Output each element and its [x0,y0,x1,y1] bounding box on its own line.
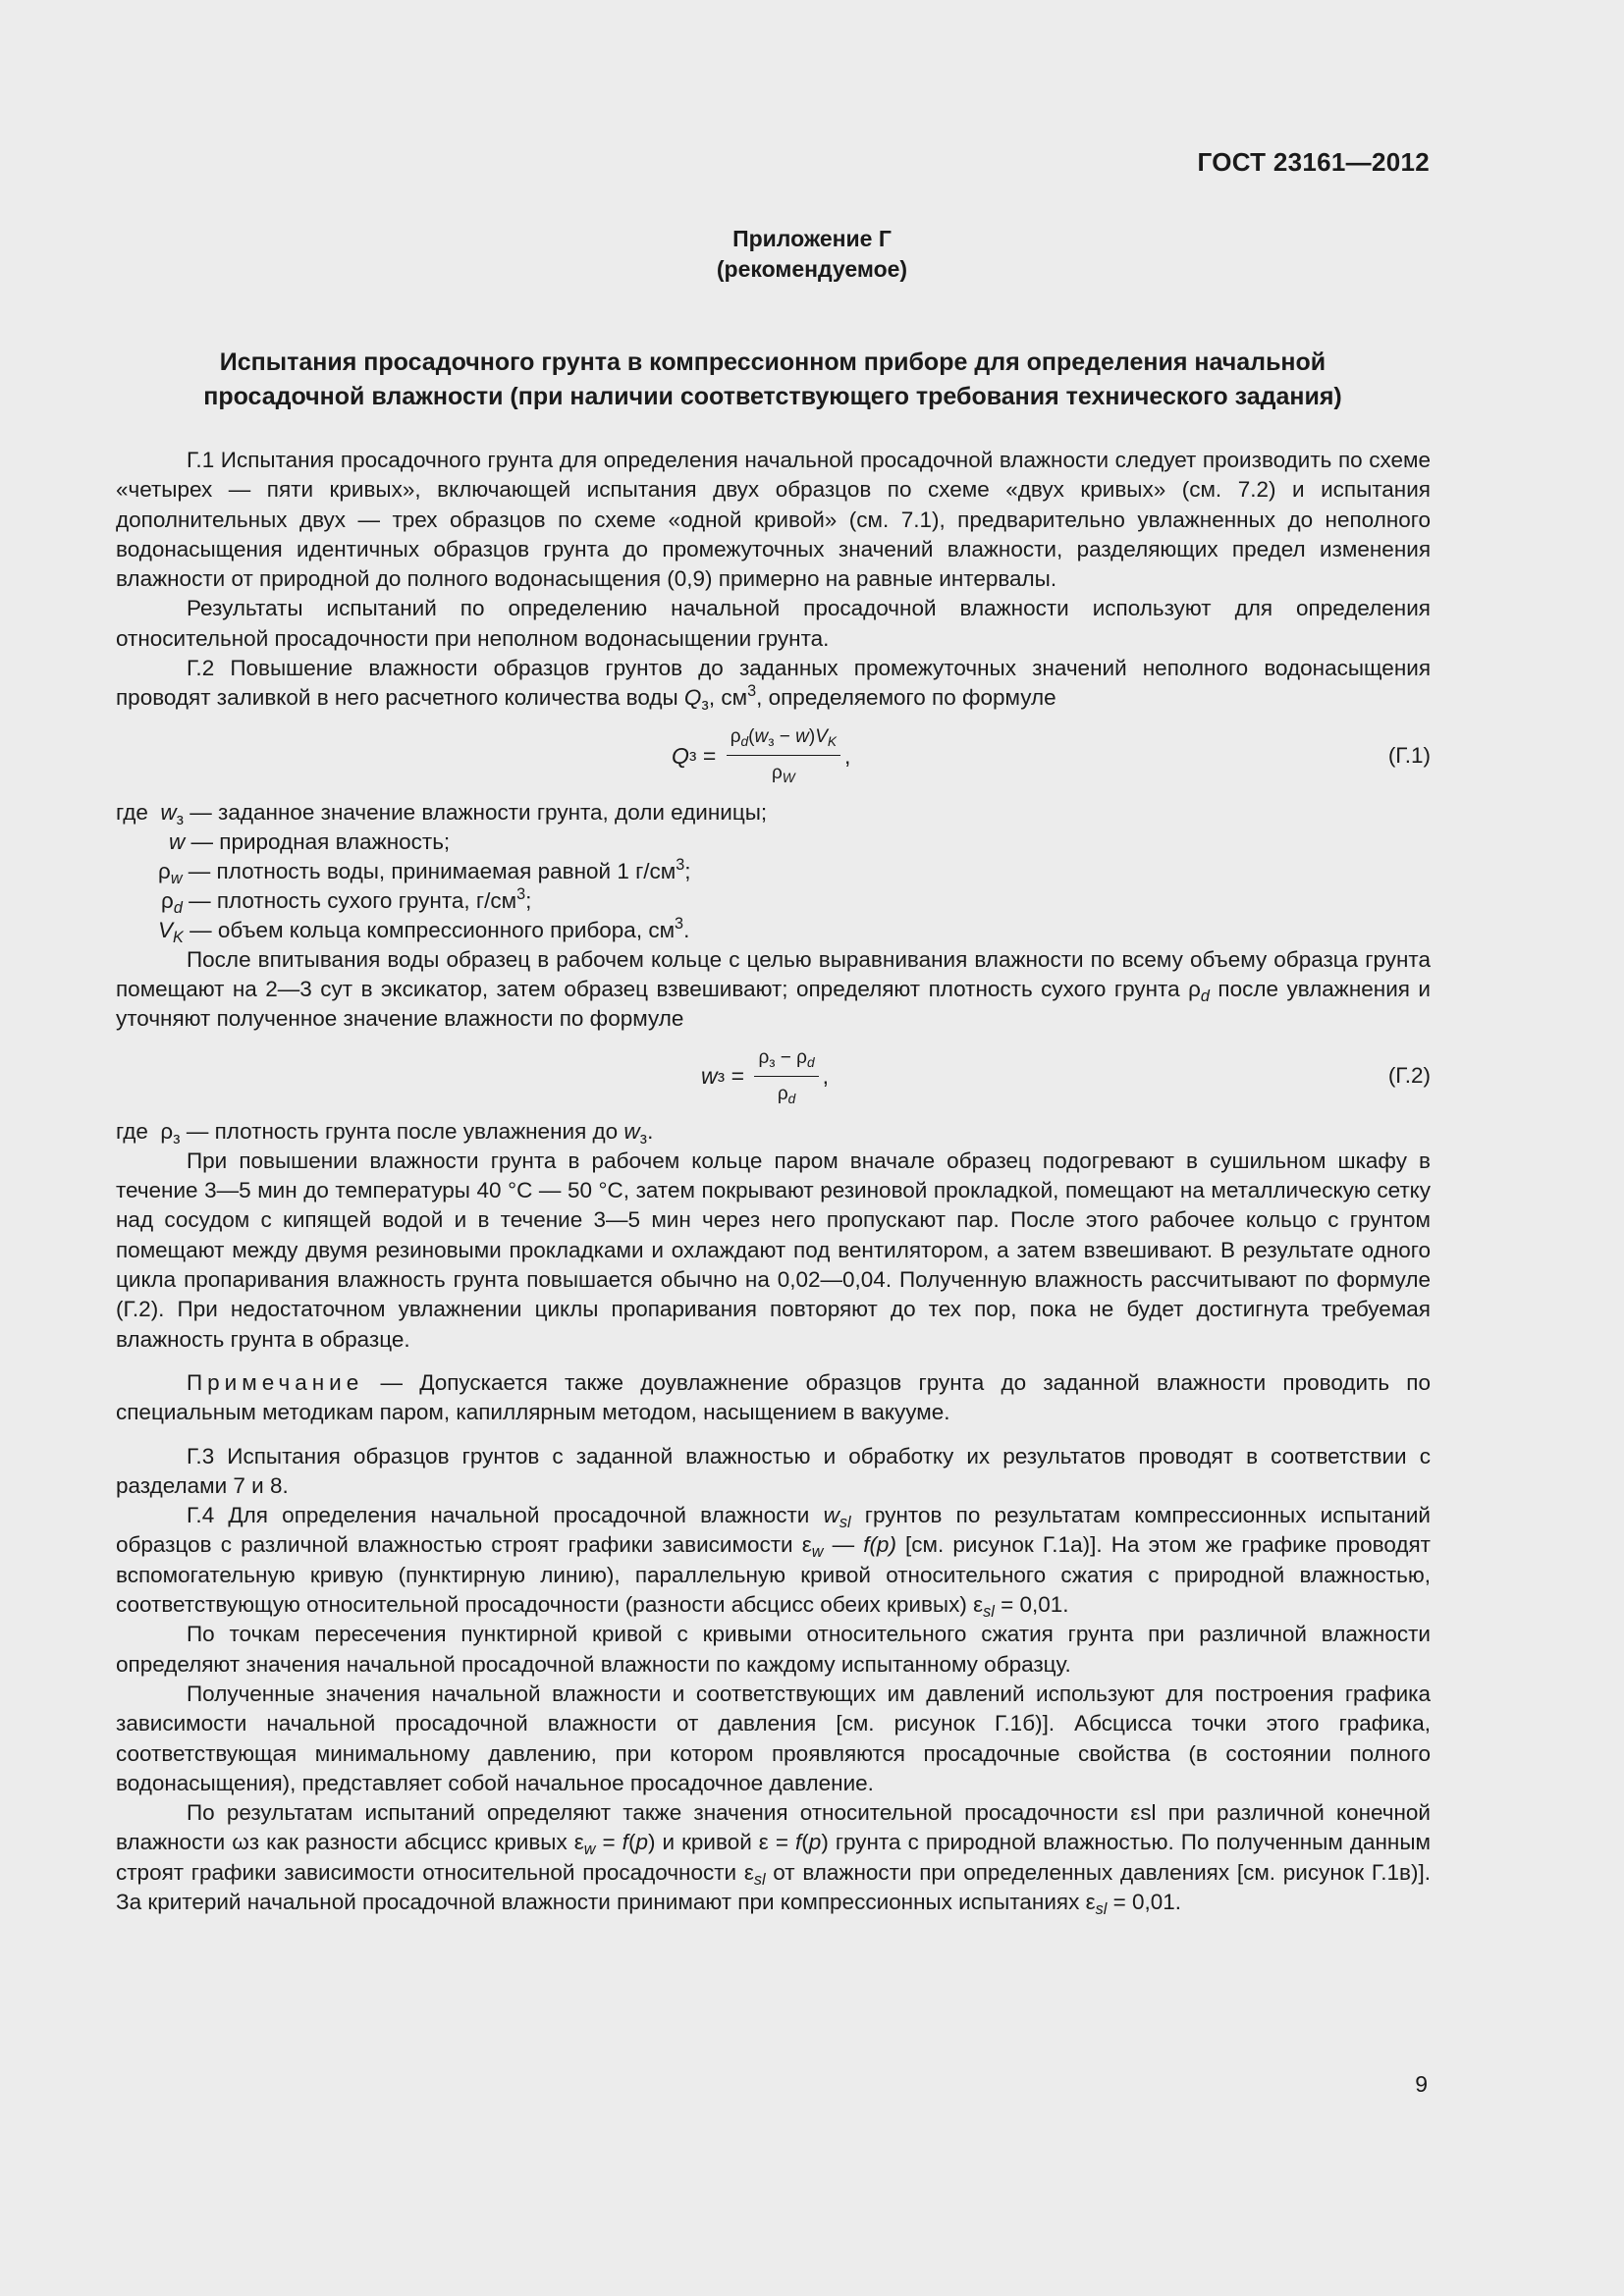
appendix-title: Приложение Г [732,226,892,251]
section-title-line-1: Испытания просадочного грунта в компрессионном приборе для определения начальной [219,348,1326,376]
legend-w: w — природная влажность; [169,828,451,854]
formula-g1-expression: Q з = $\frac{\rho_d(w_з - w)V_K}{\rho_W}$ , [672,716,850,796]
legend-w3: где $w_з$ — заданное значение влажности грунта, доли единицы; [116,799,768,828]
paragraph-g3: Г.3 Испытания образцов грунтов с заданной влажностью и обработку их результатов проводят в соответствии с разделами 7 и 8. [116,1443,1431,1498]
formula-g1-legend [116,798,1431,945]
legend-rho-d: $\rho_d$ — плотность сухого грунта, $г/см^3$; [161,884,532,917]
paragraph-g4: Г.4 Для определения начальной просадочной влажности $w_{sl}$ грунтов по результатам компрессионных испытаний образцов с различной влажностью строят графики зависимости $\varepsilon_w$ — f(p) [см. рисунок Г.1а)]. На этом же графике проводят вспомогательную кривую (пунктирную линию), параллельную кривой относительного сжатия с природной влажностью, соответствующую относительной просадочности (разности абсцисс обеих кривых) $\varepsilon_{sl} = 0,01$. [116,1503,1431,1621]
formula-g2-expression: w з = $\frac{\rho_з - \rho_d}{\rho_d}$ , [701,1037,829,1117]
formula-g2-legend: где $\rho_з$ — плотность грунта после увлажнения до $w_з$. [116,1118,654,1148]
formula-g2 [116,1037,1431,1117]
formula-g1-number: (Г.1) [1387,742,1431,768]
appendix-heading [0,224,1624,285]
paragraph-after-soaking: После впитывания воды образец в рабочем кольце с целью выравнивания влажности по всему объему образца грунта помещают на 2—3 сут в эксикатор, затем образец взвешивают; определяют плотность сухого грунта $\rho_d$ после увлажнения и уточняют полученное значение влажности по формуле [116,946,1431,1032]
paragraph-intersection: По точкам пересечения пунктирной кривой с кривыми относительного сжатия грунта при различной влажности определяют значения начальной просадочной влажности по каждому испытанному образцу. [116,1622,1431,1677]
section-title [116,346,1430,414]
section-title-line-2: просадочной влажности (при наличии соответствующего требования технического задания) [203,383,1342,410]
legend-rho-w: $\rho_w$ — плотность воды, принимаемая равной 1 $г/см^3$; [158,855,691,887]
note-label: Примечание [187,1369,364,1395]
appendix-subtitle: (рекомендуемое) [716,256,908,282]
legend-vk: $V_K$ — объем кольца компрессионного прибора, $см^3$. [158,914,690,946]
page-number: 9 [1415,2071,1428,2097]
paragraph-steam: При повышении влажности грунта в рабочем кольце паром вначале образец подогревают в сушильном шкафу в течение 3—5 мин до температуры 40 °С — 50 °С, затем покрывают резиновой прокладкой, помещают на металлическую сетку над сосудом с кипящей водой и в течение 3—5 мин через него пропускают пар. После этого рабочее кольцо с грунтом помещают между двумя резиновыми прокладками и охлаждают под вентилятором, а затем взвешивают. В результате одного цикла пропаривания влажность грунта повышается обычно на 0,02—0,04. Полученную влажность рассчитывают по формуле (Г.2). При недостаточном увлажнении циклы пропаривания повторяют до тех пор, пока не будет достигнута требуемая влажность грунта в образце. [116,1148,1431,1352]
paragraph-pressure-graph: Полученные значения начальной влажности и соответствующих им давлений используют для построения графика зависимости начальной просадочной влажности от давления [см. рисунок Г.1б)]. Абсцисса точки этого графика, соответствующая минимальному давлению, при котором проявляются просадочные свойства (в состоянии полного водонасыщения), представляет собой начальное просадочное давление. [116,1681,1431,1795]
paragraph-final: По результатам испытаний определяют также значения относительной просадочности εsl при различной конечной влажности ωз как разности абсцисс кривых $\varepsilon_w = f(p)$ и кривой ε = f(p) грунта с природной влажностью. По полученным данным строят графики зависимости относительной просадочности $\varepsilon_{sl}$ от влажности при определенных давлениях [см. рисунок Г.1в)]. За критерий начальной просадочной влажности принимают при компрессионных испытаниях $\varepsilon_{sl} = 0,01$. [116,1800,1432,1918]
standard-number: ГОСТ 23161—2012 [1197,147,1430,177]
paragraph-g1-results: Результаты испытаний по определению начальной просадочной влажности используют для определения относительной просадочности при неполном водонасыщении грунта. [116,596,1431,651]
note: Примечание — Допускается также доувлажнение образцов грунта до заданной влажности проводить по специальным методикам паром, капиллярным методом, насыщением в вакууме. [116,1369,1431,1425]
paragraph-g1: Г.1 Испытания просадочного грунта для определения начальной просадочной влажности следует производить по схеме «четырех — пяти кривых», включающей испытания двух образцов по схеме «двух кривых» (см. 7.2) и испытания дополнительных двух — трех образцов по схеме «одной кривой» (см. 7.1), предварительно увлажненных до неполного водонасыщения идентичных образцов грунта до промежуточных значений влажности, разделяющих предел изменения влажности от природной до полного водонасыщения (0,9) примерно на равные интервалы. [116,448,1431,592]
paragraph-g2: Г.2 Повышение влажности образцов грунтов до заданных промежуточных значений неполного водонасыщения проводят заливкой в него расчетного количества воды $Q_з$, $см^3$, определяемого по формуле [116,656,1431,715]
body-text [116,446,1431,1917]
formula-g2-number: (Г.2) [1387,1063,1431,1089]
formula-g1 [116,716,1431,796]
